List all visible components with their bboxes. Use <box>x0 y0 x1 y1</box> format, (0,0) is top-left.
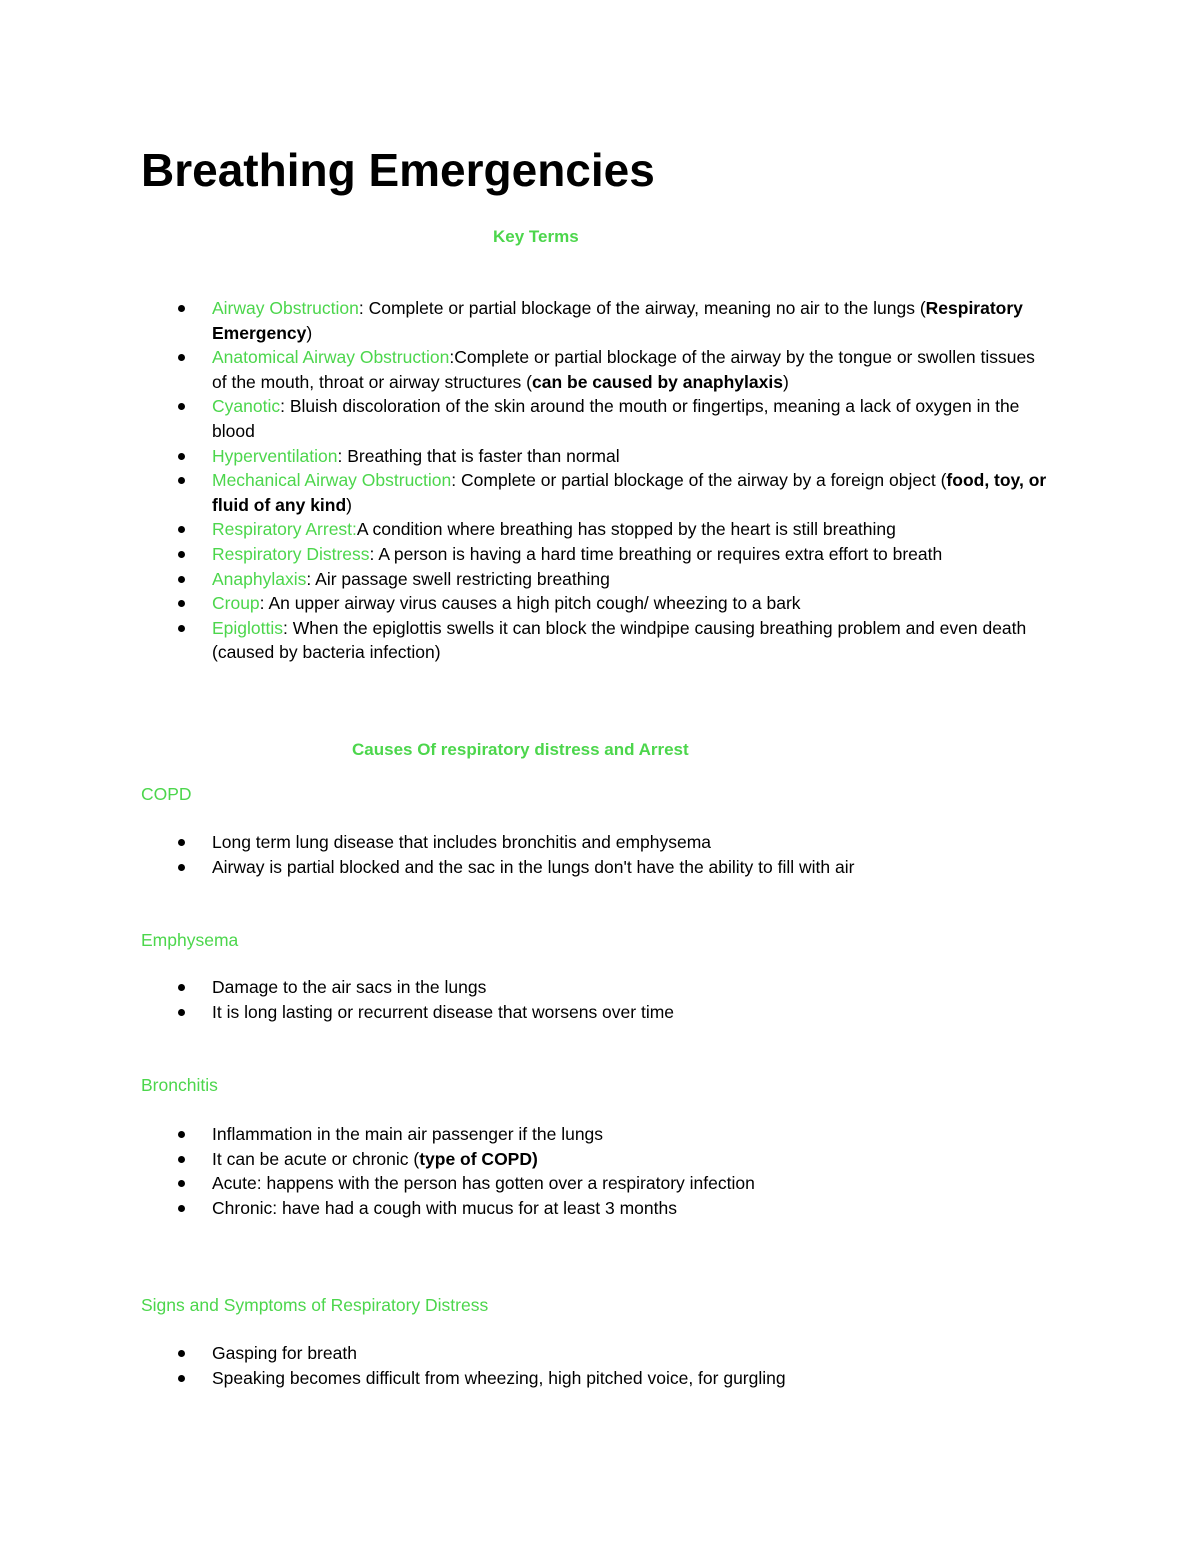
list-item <box>141 567 1051 592</box>
bullet-icon <box>178 453 185 460</box>
term-separator: : <box>280 396 290 417</box>
bullet-icon <box>178 984 185 991</box>
term-emphasis: can be caused by anaphylaxis <box>532 371 783 392</box>
list-item <box>141 394 1051 443</box>
bullet-icon <box>178 1180 185 1187</box>
term-definition: Complete or partial blockage of the airway, meaning no air to the lungs ( <box>368 298 926 318</box>
list-item: It can be acute or chronic (type of COPD) <box>141 1147 1051 1172</box>
list-item <box>141 616 1051 665</box>
key-terms-heading: Key Terms <box>493 227 579 246</box>
term-separator: : <box>358 298 369 318</box>
list-item <box>141 591 1051 616</box>
term-separator: : <box>369 543 379 564</box>
document-title: Breathing Emergencies <box>141 144 655 196</box>
term-label: Cyanotic <box>212 396 281 417</box>
term-label: Airway Obstruction <box>212 298 359 318</box>
key-terms-list <box>141 296 1051 665</box>
term-definition: Bluish discoloration of the skin around the mouth or fingertips, meaning a lack of oxygen in the blood <box>212 396 1020 441</box>
term-separator: : <box>259 593 269 614</box>
bullet-icon <box>178 403 185 410</box>
bullet-icon <box>178 551 185 558</box>
bullet-icon <box>178 1131 185 1138</box>
term-separator: : <box>283 617 293 638</box>
term-definition: A condition where breathing has stopped by the heart is still breathing <box>356 519 896 540</box>
term-definition: A person is having a hard time breathing or requires extra effort to breath <box>378 543 943 564</box>
term-separator: : <box>337 445 348 466</box>
bullet-icon <box>178 354 185 361</box>
list-item: Gasping for breath <box>141 1341 1051 1366</box>
term-emphasis: food, toy, or fluid of any kind <box>212 470 1047 515</box>
term-definition: Complete or partial blockage of the airway by a foreign object ( <box>461 470 947 491</box>
term-definition: An upper airway virus causes a high pitch cough/ wheezing to a bark <box>268 593 801 614</box>
term-separator: : <box>451 470 462 491</box>
bullet-icon <box>178 864 185 871</box>
term-label: Epiglottis <box>212 617 284 638</box>
term-separator: : <box>306 568 316 589</box>
list-item <box>141 517 1051 542</box>
causes-heading: Causes Of respiratory distress and Arrest <box>352 740 689 759</box>
list-item: Airway is partial blocked and the sac in the lungs don't have the ability to fill with air <box>141 855 1051 880</box>
bullet-icon <box>178 477 185 484</box>
list-item: Acute: happens with the person has gotten over a respiratory infection <box>141 1171 1051 1196</box>
bullet-icon <box>178 839 185 846</box>
bullet-icon <box>178 1009 185 1016</box>
bullet-icon <box>178 1205 185 1212</box>
copd-heading: COPD <box>141 784 192 804</box>
list-item: Chronic: have had a cough with mucus for at least 3 months <box>141 1196 1051 1221</box>
signs-heading: Signs and Symptoms of Respiratory Distress <box>141 1295 489 1315</box>
term-definition: Complete or partial blockage of the airway by the tongue or swollen tissues of the mouth, throat or airway structures ( <box>212 347 1035 392</box>
bronchitis-heading: Bronchitis <box>141 1075 218 1095</box>
term-definition: Breathing that is faster than normal <box>347 445 620 466</box>
bullet-icon <box>178 1156 185 1163</box>
bullet-icon <box>178 1375 185 1382</box>
emphysema-heading: Emphysema <box>141 930 239 950</box>
bullet-icon <box>178 305 185 312</box>
bullet-icon <box>178 625 185 632</box>
term-label: Respiratory Arrest: <box>212 519 357 540</box>
list-item <box>141 345 1051 394</box>
term-suffix: ) <box>346 494 352 515</box>
bullet-icon <box>178 1350 185 1357</box>
bullet-icon <box>178 600 185 607</box>
bullet-icon <box>178 576 185 583</box>
copd-list <box>141 830 1051 879</box>
list-item: Damage to the air sacs in the lungs <box>141 975 1051 1000</box>
list-item <box>141 542 1051 567</box>
term-label: Hyperventilation <box>212 445 338 466</box>
term-label: Anaphylaxis <box>212 568 307 589</box>
term-definition: When the epiglottis swells it can block the windpipe causing breathing problem and even death (caused by bacteria infection) <box>212 617 1027 663</box>
term-emphasis: Respiratory Emergency <box>212 298 1023 343</box>
emphysema-list <box>141 975 1051 1024</box>
term-separator: : <box>449 347 455 368</box>
term-label: Mechanical Airway Obstruction <box>212 470 452 491</box>
list-item: Inflammation in the main air passenger if the lungs <box>141 1122 1051 1147</box>
term-suffix: ) <box>782 371 789 392</box>
term-label: Respiratory Distress <box>212 543 370 564</box>
list-item: Speaking becomes difficult from wheezing, high pitched voice, for gurgling <box>141 1366 1051 1391</box>
bullet-icon <box>178 526 185 533</box>
list-item <box>141 444 1051 469</box>
term-definition: Air passage swell restricting breathing <box>315 568 610 589</box>
list-item <box>141 296 1051 345</box>
list-item: Long term lung disease that includes bronchitis and emphysema <box>141 830 1051 855</box>
signs-list <box>141 1341 1051 1390</box>
term-label: Croup <box>212 593 260 614</box>
list-item <box>141 468 1051 517</box>
term-suffix: ) <box>306 322 313 343</box>
list-item: It is long lasting or recurrent disease that worsens over time <box>141 1000 1051 1025</box>
bronchitis-list <box>141 1122 1051 1220</box>
term-label: Anatomical Airway Obstruction <box>212 347 450 368</box>
